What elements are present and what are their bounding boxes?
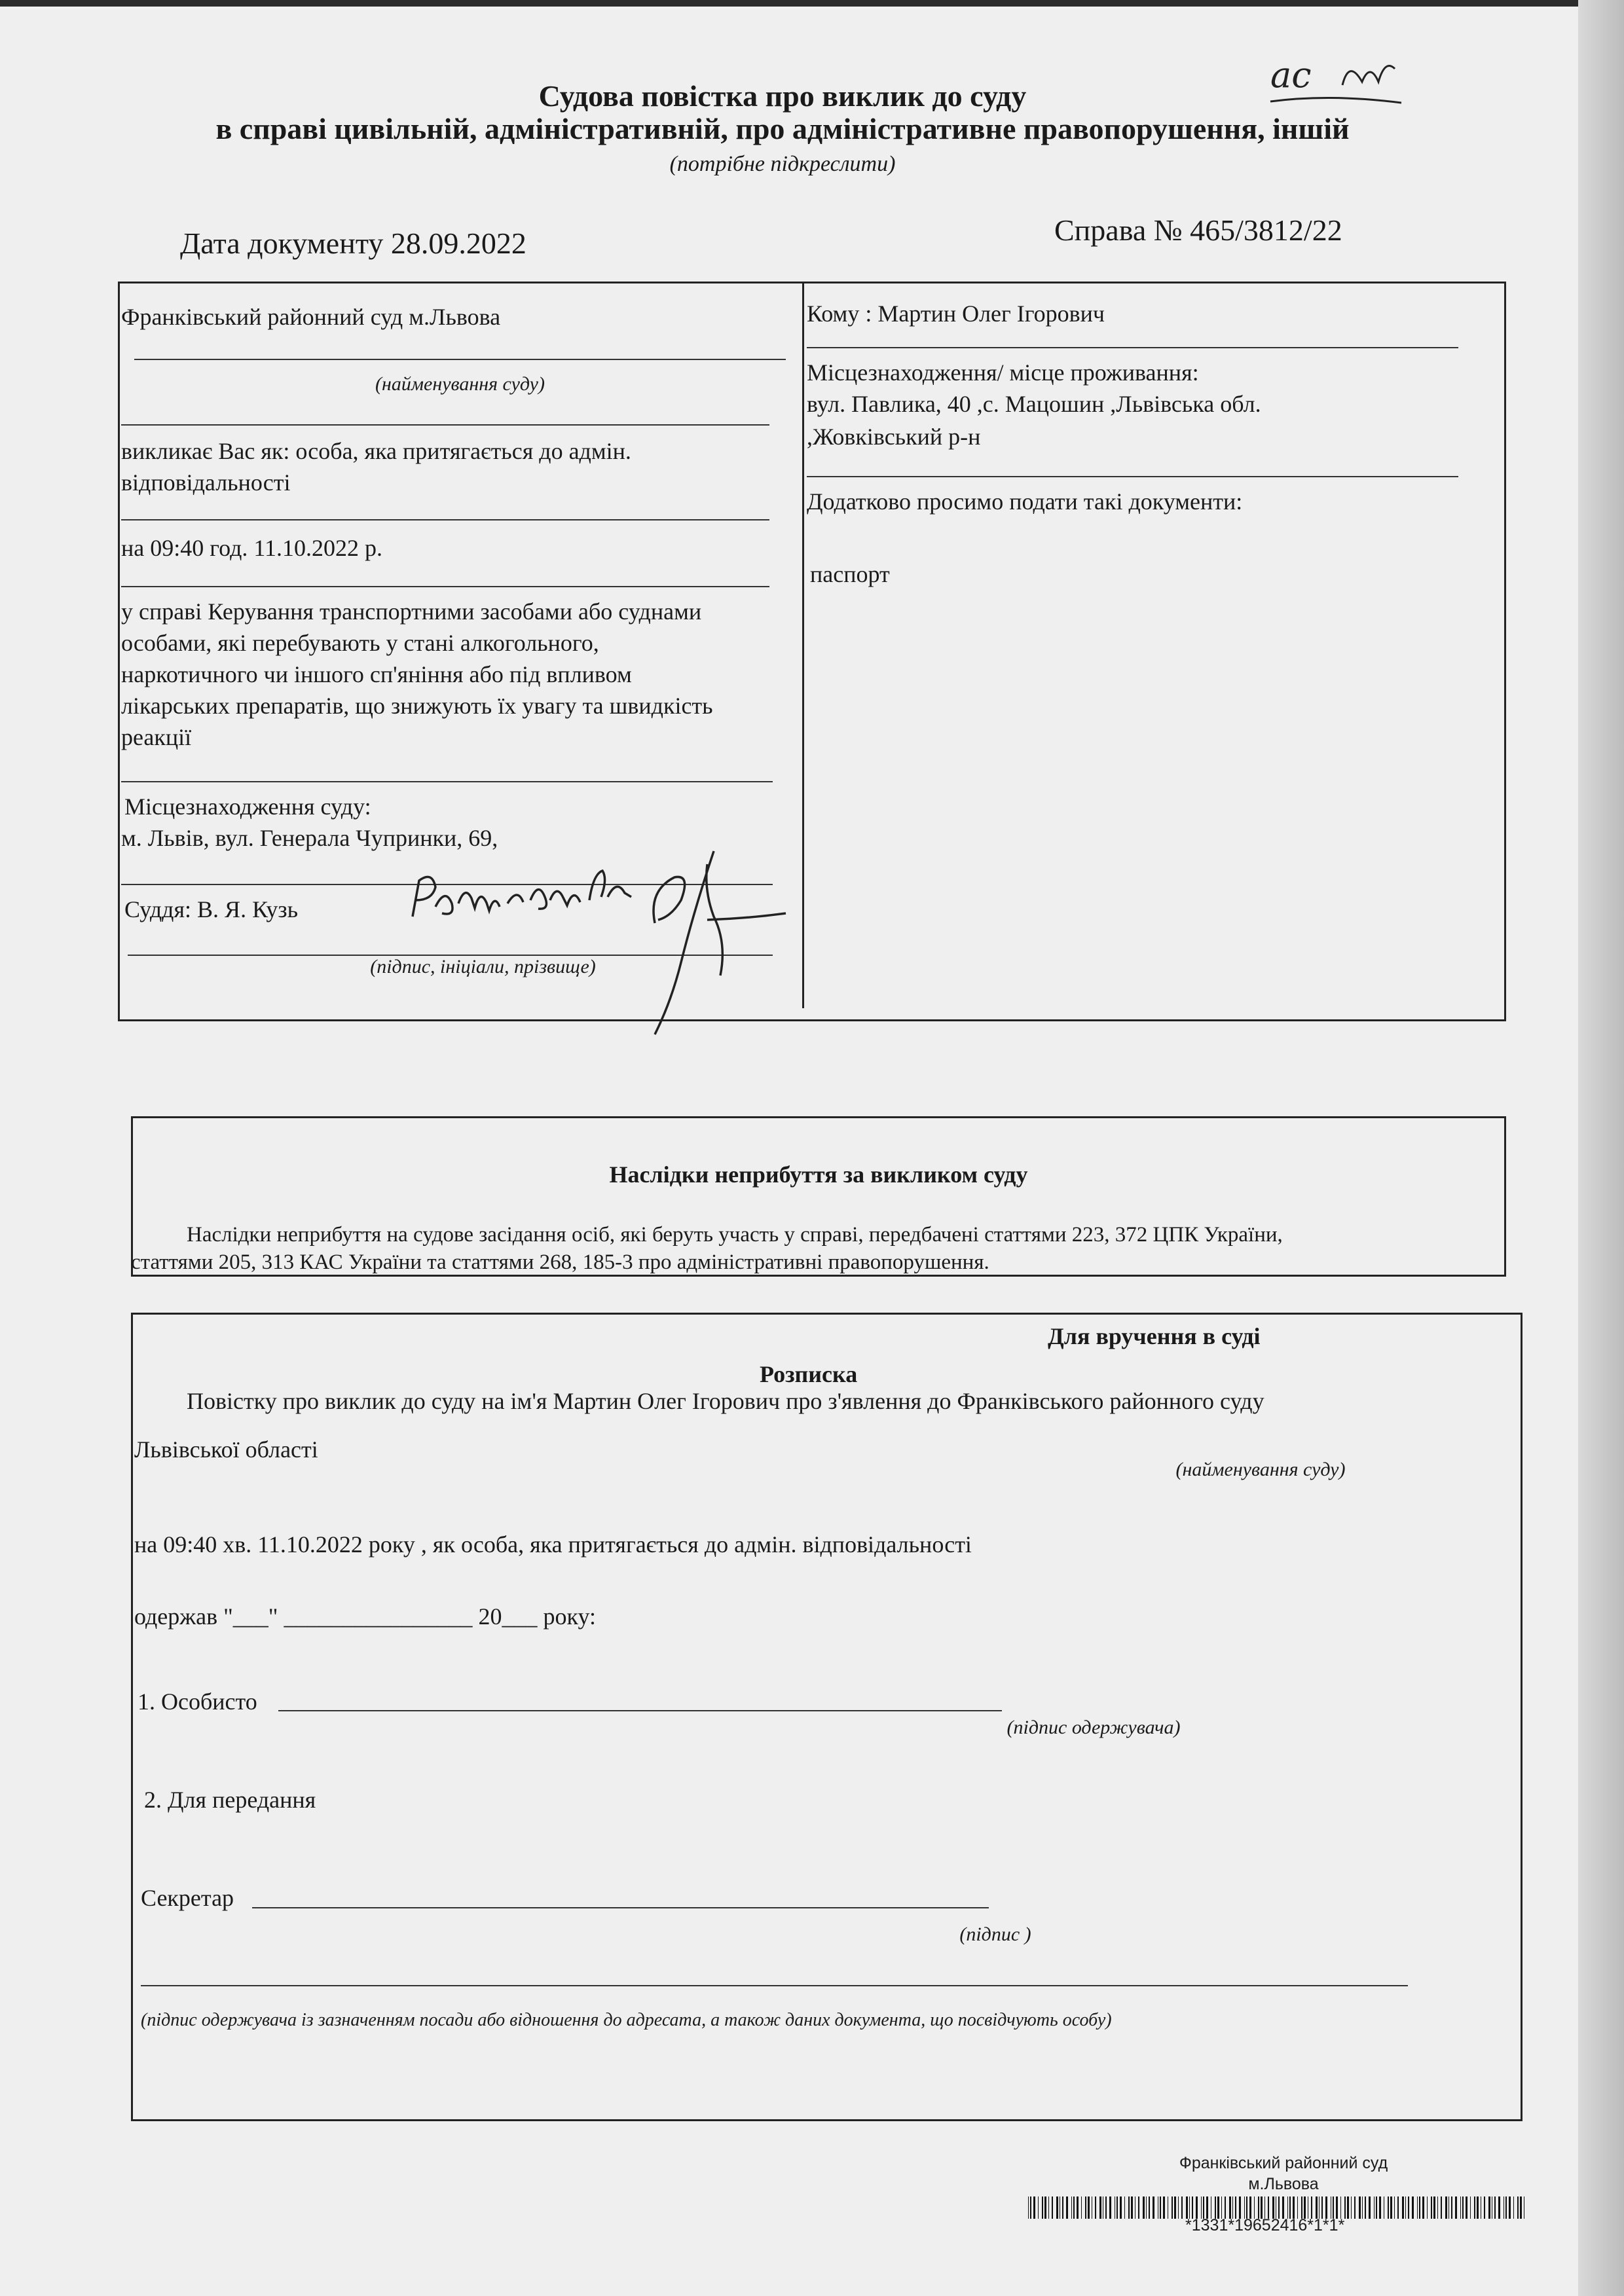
footer-court-line2: м.Львова <box>1248 2175 1319 2193</box>
for-transfer-label: 2. Для передання <box>144 1787 316 1813</box>
personally-signature-line <box>278 1710 1002 1711</box>
secretary-sign-caption: (підпис ) <box>959 1923 1031 1945</box>
case-number: Справа № 465/3812/22 <box>1054 213 1342 247</box>
summoned-as-line1: викликає Вас як: особа, яка притягається до адмін. <box>121 438 631 464</box>
receipt-line1: Повістку про виклик до суду на ім'я Мартин Олег Ігорович про з'явлення до Франківського районного суду <box>187 1388 1264 1414</box>
document-title-note: (потрібне підкреслити) <box>669 152 896 176</box>
judge-name: Суддя: В. Я. Кузь <box>124 896 299 922</box>
hearing-time: на 09:40 год. 11.10.2022 р. <box>121 535 383 561</box>
recipient-details-caption: (підпис одержувача із зазначенням посади або відношення до адресата, а також даних документа, що посвідчують особу) <box>141 2010 1112 2030</box>
receipt-line2: Львівської області <box>134 1436 318 1463</box>
residence-label: Місцезнаходження/ місце проживання: <box>807 359 1199 386</box>
barcode <box>1028 2196 1529 2219</box>
recipient-sign-caption: (підпис одержувача) <box>1006 1717 1181 1738</box>
secretary-signature-line <box>252 1907 989 1908</box>
consequences-text-line1: Наслідки неприбуття на судове засідання осіб, які беруть участь у справі, передбачені статтями 223, 372 ЦПК України, <box>187 1223 1283 1247</box>
court-location-label: Місцезнаходження суду: <box>124 793 371 820</box>
consequences-title: Наслідки неприбуття за викликом суду <box>609 1161 1028 1188</box>
case-subject-line5: реакції <box>121 724 192 750</box>
received-date-line: одержав "___" ________________ 20___ року: <box>134 1603 597 1630</box>
barcode-number: *1331*19652416*1*1* <box>1185 2216 1345 2234</box>
documents-label: Додатково просимо подати такі документи: <box>807 488 1243 515</box>
scan-edge-top <box>0 0 1624 7</box>
separator-3 <box>121 586 769 587</box>
receipt-box <box>131 1313 1522 2121</box>
scan-edge-right <box>1578 0 1624 2296</box>
judge-signature <box>399 845 858 1041</box>
handwritten-note <box>1264 49 1408 108</box>
receipt-title: Розписка <box>760 1361 858 1387</box>
receipt-time-line: на 09:40 хв. 11.10.2022 року , як особа, яка притягається до адмін. відповідальності <box>134 1531 972 1558</box>
recipient-underline <box>807 347 1458 348</box>
secretary-label: Секретар <box>141 1885 234 1911</box>
case-subject-line2: особами, які перебувають у стані алкогольного, <box>121 630 599 656</box>
documents-value: паспорт <box>810 561 890 587</box>
case-subject-line3: наркотичного чи іншого сп'яніння або під впливом <box>121 661 632 687</box>
document-title-line2: в справі цивільній, адміністративній, про адміністративне правопорушення, іншій <box>215 112 1350 145</box>
separator-2 <box>121 519 769 520</box>
summoned-as-line2: відповідальності <box>121 469 291 496</box>
residence-line2: ,Жовківський р-н <box>807 424 981 450</box>
handwritten-note-text: ас <box>1270 54 1312 96</box>
case-subject-line1: у справі Керування транспортними засобами або суднами <box>121 598 702 625</box>
separator-4 <box>121 781 773 782</box>
separator-1 <box>121 424 769 426</box>
residence-underline <box>807 476 1458 477</box>
consequences-text-line2: статтями 205, 313 КАС України та статтями 268, 185-3 про адміністративні правопорушення. <box>131 1250 989 1274</box>
court-name: Франківський районний суд м.Львова <box>121 304 501 330</box>
recipient-name: Кому : Мартин Олег Ігорович <box>807 301 1105 327</box>
receipt-court-caption: (найменування суду) <box>1175 1459 1346 1480</box>
personally-label: 1. Особисто <box>138 1688 257 1715</box>
recipient-details-line <box>141 1985 1408 1986</box>
residence-line1: вул. Павлика, 40 ,с. Мацошин ,Львівська обл. <box>807 391 1261 417</box>
judge-caption: (підпис, ініціали, прізвище) <box>370 956 596 977</box>
case-subject-line4: лікарських препаратів, що знижують їх увагу та швидкість <box>121 693 713 719</box>
court-name-caption: (найменування суду) <box>375 373 545 395</box>
court-name-underline <box>134 359 786 360</box>
footer-court-line1: Франківський районний суд <box>1179 2154 1388 2172</box>
for-court-label: Для вручення в суді <box>1048 1323 1261 1349</box>
document-date: Дата документу 28.09.2022 <box>180 227 526 260</box>
court-location: м. Львів, вул. Генерала Чупринки, 69, <box>121 825 498 851</box>
document-title-line1: Судова повістка про виклик до суду <box>538 79 1027 113</box>
